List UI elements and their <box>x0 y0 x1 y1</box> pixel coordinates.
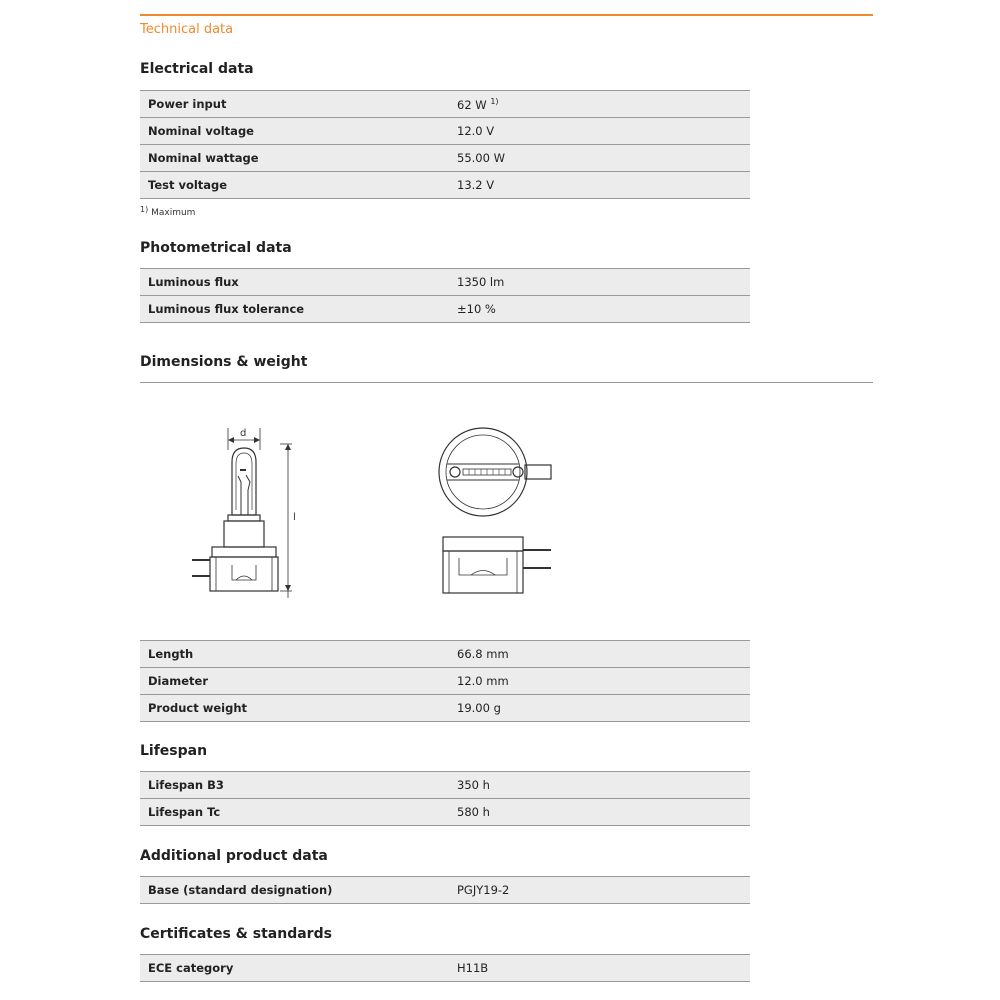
bulb-top-base-view-diagram <box>425 420 565 600</box>
certificates-table <box>140 954 750 982</box>
dimensions-table <box>140 640 750 722</box>
row-value: PGJY19-2 <box>457 883 510 897</box>
power-input-value: 62 W <box>457 97 487 112</box>
table-row <box>140 955 750 982</box>
additional-table <box>140 876 750 904</box>
row-label: Diameter <box>148 674 208 688</box>
row-label: Length <box>148 647 194 661</box>
table-row <box>140 668 750 695</box>
table-row <box>140 799 750 826</box>
row-label: Luminous flux tolerance <box>148 302 305 316</box>
additional-section-title: Additional product data <box>140 848 328 864</box>
row-label: Lifespan B3 <box>148 778 224 792</box>
table-row <box>140 296 750 323</box>
divider <box>140 382 873 383</box>
lifespan-section-title: Lifespan <box>140 743 208 759</box>
table-row <box>140 772 750 799</box>
certificates-section-title: Certificates & standards <box>140 926 332 942</box>
row-value: 350 h <box>457 778 490 792</box>
electrical-table <box>140 90 750 199</box>
row-value: H11B <box>457 961 489 975</box>
lifespan-table <box>140 771 750 826</box>
table-row <box>140 118 750 145</box>
row-value <box>449 97 750 112</box>
table-row <box>140 695 750 722</box>
table-row <box>140 172 750 199</box>
photometrical-table <box>140 268 750 323</box>
table-row <box>140 91 750 118</box>
row-label: ECE category <box>148 961 234 975</box>
bulb-side-view-diagram <box>180 420 310 605</box>
row-value: 55.00 W <box>457 151 505 165</box>
footnote <box>140 205 195 218</box>
row-value: 66.8 mm <box>457 647 509 661</box>
row-value: 1350 lm <box>457 275 505 289</box>
dimensions-section-title: Dimensions & weight <box>140 354 308 370</box>
row-label: Luminous flux <box>148 275 239 289</box>
row-label: Product weight <box>148 701 248 715</box>
row-value: 12.0 V <box>457 124 495 138</box>
footnote-reference: 1) <box>490 96 499 106</box>
row-value: 580 h <box>457 805 490 819</box>
dimension-label-d: d <box>240 428 247 439</box>
header-accent-line <box>140 14 873 16</box>
dimension-label-l: l <box>293 512 296 523</box>
table-row <box>140 641 750 668</box>
row-value: 19.00 g <box>457 701 501 715</box>
footnote-text: Maximum <box>151 208 196 218</box>
row-value: 13.2 V <box>457 178 495 192</box>
row-label: Power input <box>148 97 227 111</box>
row-value: ±10 % <box>457 302 496 316</box>
electrical-section-title: Electrical data <box>140 61 254 77</box>
row-label: Test voltage <box>148 178 228 192</box>
table-row <box>140 269 750 296</box>
page-title: Technical data <box>140 22 234 37</box>
table-row <box>140 145 750 172</box>
row-label: Nominal wattage <box>148 151 259 165</box>
photometrical-section-title: Photometrical data <box>140 240 292 256</box>
row-label: Lifespan Tc <box>148 805 221 819</box>
row-label: Base (standard designation) <box>148 883 333 897</box>
row-value: 12.0 mm <box>457 674 509 688</box>
row-label: Nominal voltage <box>148 124 254 138</box>
table-row <box>140 877 750 904</box>
footnote-mark: 1) <box>140 205 149 214</box>
